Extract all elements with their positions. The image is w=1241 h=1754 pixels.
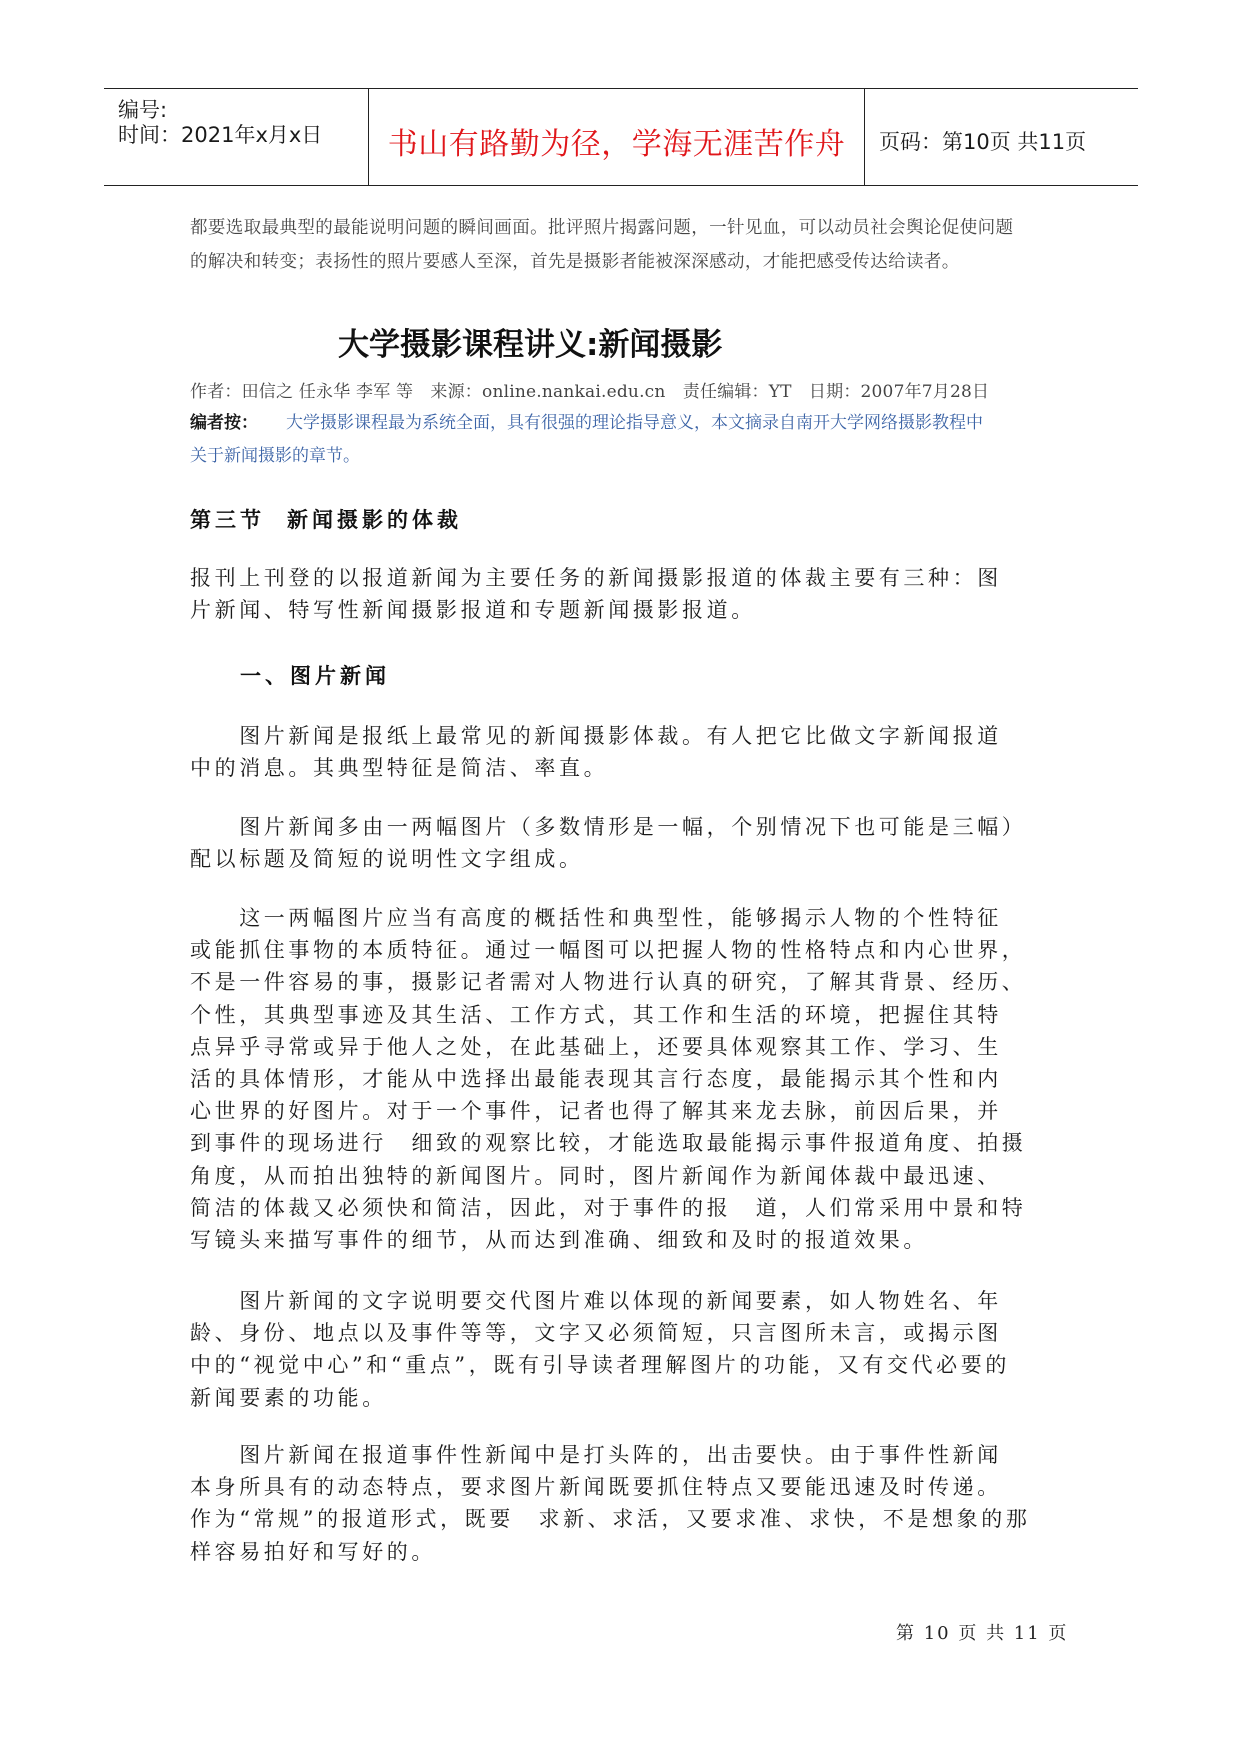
text-line: 个性，其典型事迹及其生活、工作方式，其工作和生活的环境，把握住其特	[190, 1002, 1002, 1027]
paragraph-3	[190, 902, 1070, 1256]
continuation-line: 都要选取最典型的最能说明问题的瞬间画面。批评照片揭露问题，一针见血，可以动员社会舆论促使问题	[190, 218, 1014, 238]
editor-note-label: 编者按：	[190, 413, 258, 433]
page-number-label: 页码：第10页 共11页	[879, 130, 1087, 154]
paragraph-1	[190, 720, 1070, 784]
text-line: 配以标题及简短的说明性文字组成。	[190, 847, 584, 872]
text-line: 图片新闻多由一两幅图片（多数情形是一幅，个别情况下也可能是三幅）	[190, 815, 1027, 839]
text-line: 样容易拍好和写好的。	[190, 1539, 436, 1564]
section-heading	[190, 504, 462, 534]
section-title: 新闻摄影的体裁	[287, 507, 462, 532]
header-info-cell	[104, 89, 369, 185]
text-line: 报刊上刊登的以报道新闻为主要任务的新闻摄影报道的体裁主要有三种：图	[190, 566, 1002, 590]
text-line: 或能抓住事物的本质特征。通过一幅图可以把握人物的性格特点和内心世界，	[190, 938, 1027, 963]
header-page-cell	[865, 89, 1138, 185]
text-line: 作为“常规”的报道形式，既要 求新、求活，又要求准、求快，不是想象的那	[190, 1507, 1031, 1532]
text-line: 不是一件容易的事，摄影记者需对人物进行认真的研究，了解其背景、经历、	[190, 970, 1027, 995]
text-line: 活的具体情形，才能从中选择出最能表现其言行态度，最能揭示其个性和内	[190, 1067, 1002, 1092]
header-motto-cell	[369, 89, 865, 185]
text-line: 写镜头来描写事件的细节，从而达到准确、细致和及时的报道效果。	[190, 1228, 928, 1253]
editor-note-continued: 关于新闻摄影的章节。	[190, 446, 360, 466]
text-line: 角度，从而拍出独特的新闻图片。同时，图片新闻作为新闻体裁中最迅速、	[190, 1163, 1002, 1188]
document-time-label: 时间：2021年x月x日	[118, 123, 323, 147]
page-footer: 第 10 页 共 11 页	[896, 1623, 1069, 1644]
text-line: 简洁的体裁又必须快和简洁，因此，对于事件的报 道，人们常采用中景和特	[190, 1195, 1027, 1220]
text-line: 点异乎寻常或异于他人之处，在此基础上，还要具体观察其工作、学习、生	[190, 1034, 1002, 1059]
paragraph-4	[190, 1285, 1070, 1414]
text-line: 到事件的现场进行 细致的观察比较，才能选取最能揭示事件报道角度、拍摄	[190, 1131, 1027, 1156]
intro-paragraph	[190, 562, 1070, 626]
subsection-heading: 一、图片新闻	[240, 663, 390, 688]
text-line: 图片新闻的文字说明要交代图片难以体现的新闻要素，如人物姓名、年	[190, 1289, 1002, 1313]
text-line: 中的消息。其典型特征是简洁、率直。	[190, 756, 609, 781]
article-title: 大学摄影课程讲义:新闻摄影	[338, 327, 723, 363]
text-line: 片新闻、特写性新闻摄影报道和专题新闻摄影报道。	[190, 598, 756, 623]
text-line: 这一两幅图片应当有高度的概括性和典型性，能够揭示人物的个性特征	[190, 906, 1002, 930]
article-meta: 作者：田信之 任永华 李军 等 来源：online.nankai.edu.cn 责任编辑：YT 日期：2007年7月28日	[190, 382, 990, 402]
text-line: 中的“视觉中心”和“重点”，既有引导读者理解图片的功能，又有交代必要的	[190, 1353, 1010, 1378]
document-number-label: 编号:	[118, 98, 168, 122]
text-line: 心世界的好图片。对于一个事件，记者也得了解其来龙去脉，前因后果，并	[190, 1099, 1002, 1124]
continuation-line: 的解决和转变；表扬性的照片要感人至深，首先是摄影者能被深深感动，才能把感受传达给读者。	[190, 252, 960, 272]
text-line: 新闻要素的功能。	[190, 1385, 387, 1410]
page-header	[104, 88, 1138, 186]
editor-note-text: 大学摄影课程最为系统全面，具有很强的理论指导意义，本文摘录自南开大学网络摄影教程中	[286, 413, 983, 433]
text-line: 图片新闻是报纸上最常见的新闻摄影体裁。有人把它比做文字新闻报道	[190, 724, 1002, 748]
paragraph-2	[190, 811, 1070, 875]
motto-text: 书山有路勤为径，学海无涯苦作舟	[387, 127, 846, 162]
text-line: 龄、身份、地点以及事件等等，文字又必须简短，只言图所未言，或揭示图	[190, 1321, 1002, 1346]
text-line: 图片新闻在报道事件性新闻中是打头阵的，出击要快。由于事件性新闻	[190, 1443, 1002, 1467]
text-line: 本身所具有的动态特点，要求图片新闻既要抓住特点又要能迅速及时传递。	[190, 1475, 1002, 1500]
editor-note	[190, 407, 1070, 440]
paragraph-5	[190, 1439, 1070, 1568]
section-number: 第三节	[190, 507, 265, 532]
